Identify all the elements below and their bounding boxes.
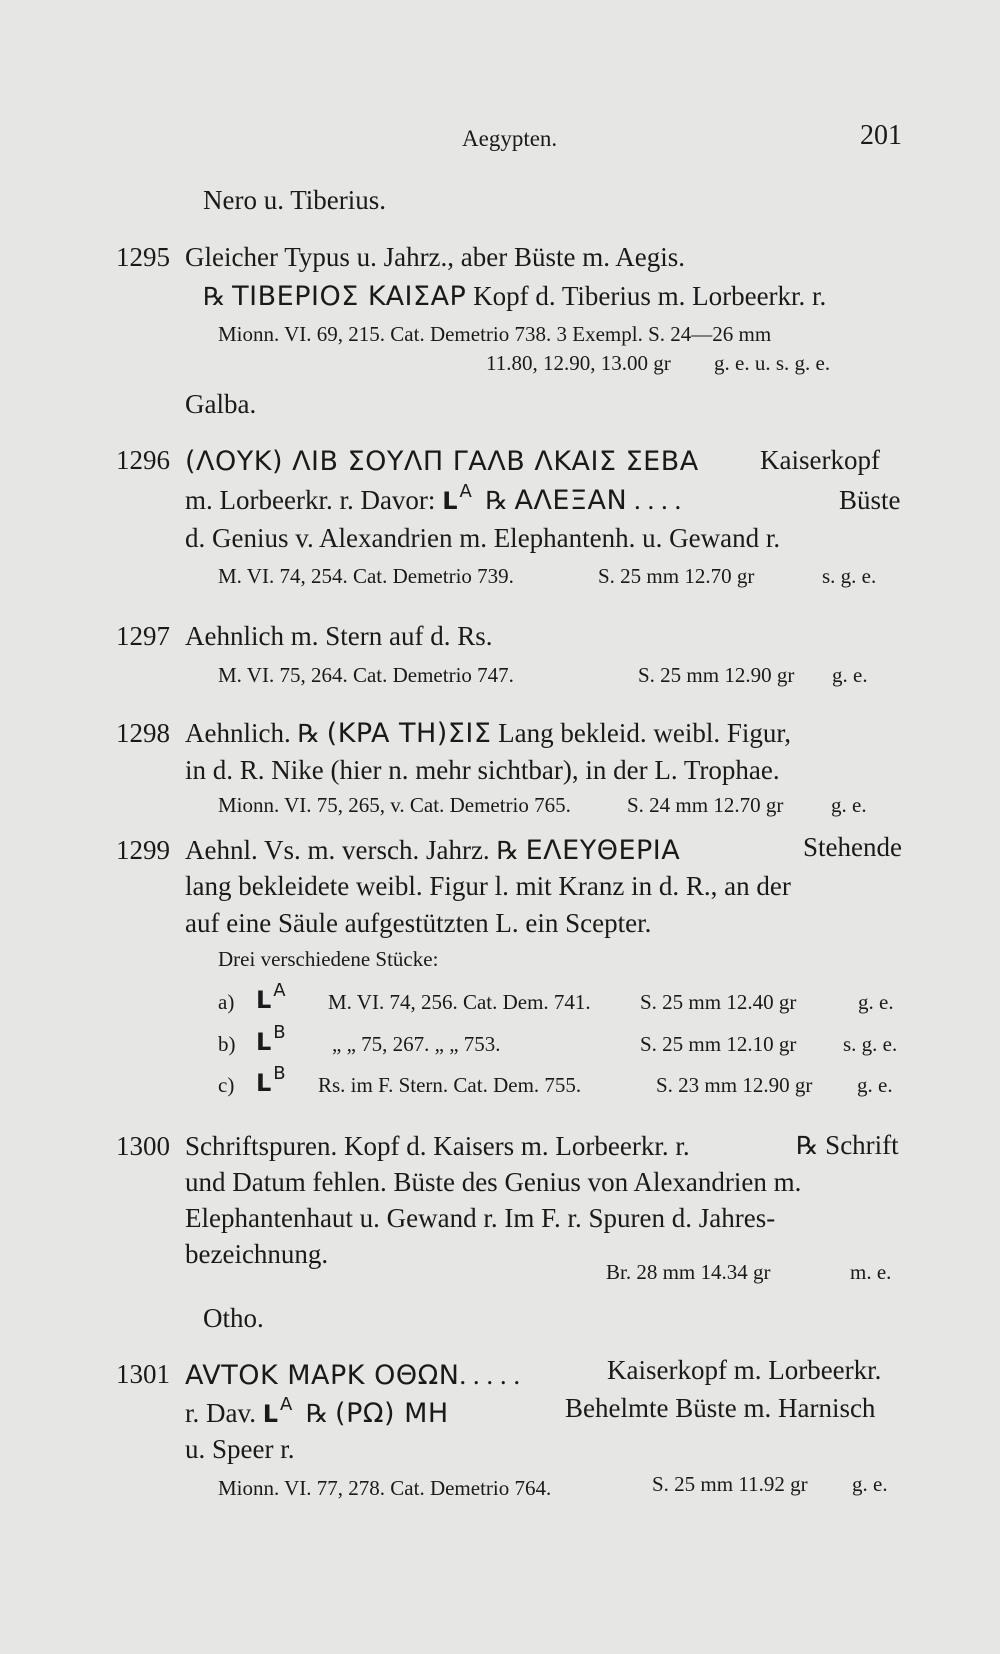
entry-description: u. Speer r. — [185, 1434, 295, 1464]
entry-size-weight: S. 25 mm 11.92 gr — [652, 1472, 808, 1496]
entry-reference: M. VI. 74, 256. Cat. Dem. 741. — [328, 990, 591, 1014]
year-mark-letter: A — [459, 481, 472, 502]
section-heading-galba: Galba. — [185, 389, 257, 419]
entry-weights: 11.80, 12.90, 13.00 gr — [486, 351, 671, 375]
entry-reverse-line — [185, 720, 791, 747]
entry-reverse-line — [796, 1132, 899, 1159]
entry-number: 1299 — [116, 835, 170, 865]
recipe-symbol: ℞ — [203, 282, 226, 311]
year-mark-wrap — [256, 980, 286, 1014]
entry-description: r. Dav. — [185, 1398, 256, 1428]
entry-description: Büste — [839, 485, 901, 515]
entry-note: Drei verschiedene Stücke: — [218, 947, 439, 971]
section-heading-otho: Otho. — [203, 1303, 264, 1333]
entry-number: 1296 — [116, 445, 170, 475]
entry-reference: M. VI. 75, 264. Cat. Demetrio 747. — [218, 663, 514, 687]
year-mark: L — [256, 1069, 272, 1097]
entry-description: bezeichnung. — [185, 1239, 329, 1269]
greek-legend: TIBEPIOΣ KAIΣAP — [232, 281, 467, 312]
entry-reference: „ „ 75, 267. „ „ 753. — [332, 1032, 501, 1056]
entry-obverse-line — [185, 1362, 520, 1389]
recipe-symbol: ℞ — [305, 1399, 329, 1428]
entry-description: Stehende — [803, 832, 902, 862]
entry-number: 1297 — [116, 621, 170, 651]
entry-description: Aehnlich m. Stern auf d. Rs. — [185, 621, 493, 651]
entry-number: 1295 — [116, 242, 170, 272]
page-number: 201 — [860, 120, 902, 151]
entry-description: Kopf d. Tiberius m. Lorbeerkr. r. — [473, 281, 827, 311]
entry-description: Kaiserkopf — [760, 445, 880, 475]
entry-reverse-line — [203, 283, 826, 310]
entry-reverse-line — [185, 837, 680, 864]
entry-size-weight: S. 25 mm 12.70 gr — [598, 564, 755, 588]
variant-label: a) — [218, 990, 235, 1014]
variant-label: c) — [218, 1073, 235, 1097]
year-mark-letter: A — [273, 980, 286, 1001]
entry-reference: Mionn. VI. 75, 265, v. Cat. Demetrio 765. — [218, 793, 571, 817]
entry-number: 1298 — [116, 718, 170, 748]
entry-description: lang bekleidete weibl. Figur l. mit Kranz in d. R., an der — [185, 871, 791, 901]
entry-size-weight: S. 24 mm 12.70 gr — [627, 793, 784, 817]
entry-description: Kaiserkopf m. Lorbeerkr. — [607, 1355, 882, 1385]
entry-reference: M. VI. 74, 254. Cat. Demetrio 739. — [218, 564, 514, 588]
entry-reference: Mionn. VI. 69, 215. Cat. Demetrio 738. 3 Exempl. S. 24—26 mm — [218, 322, 772, 346]
entry-number: 1301 — [116, 1359, 170, 1389]
entry-description: Gleicher Typus u. Jahrz., aber Büste m. Aegis. — [185, 242, 686, 272]
entry-reference: Mionn. VI. 77, 278. Cat. Demetrio 764. — [218, 1476, 552, 1500]
entry-description: Schrift — [825, 1130, 899, 1160]
variant-label: b) — [218, 1032, 236, 1056]
greek-legend: EΛEYΘEPIA — [525, 835, 681, 866]
entry-condition: g. e. — [858, 990, 894, 1014]
entry-condition: s. g. e. — [822, 564, 877, 588]
entry-size-weight: Br. 28 mm 14.34 gr — [606, 1260, 771, 1284]
entry-description: Aehnlich. — [185, 718, 291, 748]
greek-legend: (PΩ) MH — [335, 1398, 449, 1429]
entry-condition: g. e. u. s. g. e. — [714, 351, 831, 375]
entry-reverse-line — [185, 481, 682, 516]
entry-reverse-line — [185, 1394, 449, 1429]
entry-description: in d. R. Nike (hier n. mehr sichtbar), in der L. Trophae. — [185, 755, 780, 785]
entry-description: und Datum fehlen. Büste des Genius von Alexandrien m. — [185, 1167, 802, 1197]
recipe-symbol: ℞ — [297, 719, 320, 748]
ellipsis: . . . . — [633, 485, 682, 515]
recipe-symbol: ℞ — [796, 1131, 819, 1160]
year-mark: L — [442, 487, 458, 515]
ellipsis: . . . . . — [459, 1360, 521, 1390]
page-header — [0, 120, 1000, 160]
greek-legend: (ΛΟΥΚ) ΛΙΒ ΣΟΥΛΠ ΓΑΛΒ ΛΚΑΙΣ ΣΕΒΑ — [185, 446, 699, 477]
year-mark: L — [256, 986, 272, 1014]
entry-description: m. Lorbeerkr. r. Davor: — [185, 485, 436, 515]
entry-condition: s. g. e. — [843, 1032, 898, 1056]
entry-description: Lang bekleid. weibl. Figur, — [498, 718, 792, 748]
entry-description: d. Genius v. Alexandrien m. Elephantenh. u. Gewand r. — [185, 523, 781, 553]
entry-size-weight: S. 23 mm 12.90 gr — [656, 1073, 813, 1097]
entry-size-weight: S. 25 mm 12.10 gr — [640, 1032, 797, 1056]
entry-condition: g. e. — [831, 793, 867, 817]
running-title: Aegypten. — [462, 126, 558, 151]
entry-number: 1300 — [116, 1131, 170, 1161]
year-mark-letter: B — [273, 1022, 286, 1043]
entry-condition: g. e. — [857, 1073, 893, 1097]
greek-legend: AVTOK MAPK OΘΩN — [185, 1360, 460, 1391]
year-mark-letter: A — [280, 1394, 293, 1415]
entry-description: Behelmte Büste m. Harnisch — [565, 1393, 876, 1423]
year-mark-wrap — [256, 1063, 286, 1097]
entry-condition: m. e. — [850, 1260, 892, 1284]
section-heading-nero: Nero u. Tiberius. — [203, 185, 387, 215]
entry-description: auf eine Säule aufgestützten L. ein Scepter. — [185, 908, 652, 938]
entry-description: Elephantenhaut u. Gewand r. Im F. r. Spuren d. Jahres- — [185, 1203, 776, 1233]
year-mark: L — [262, 1400, 279, 1428]
entry-condition: g. e. — [852, 1472, 888, 1496]
entry-size-weight: S. 25 mm 12.40 gr — [640, 990, 797, 1014]
entry-reference: Rs. im F. Stern. Cat. Dem. 755. — [318, 1073, 582, 1097]
entry-description: Schriftspuren. Kopf d. Kaisers m. Lorbeerkr. r. — [185, 1131, 690, 1161]
recipe-symbol: ℞ — [485, 486, 508, 515]
greek-legend: ΑΛΕΞΑΝ — [514, 485, 628, 516]
entry-size-weight: S. 25 mm 12.90 gr — [638, 663, 795, 687]
year-mark-wrap — [256, 1022, 286, 1056]
entry-obverse-line — [185, 448, 699, 475]
entry-description: Aehnl. Vs. m. versch. Jahrz. — [185, 835, 490, 865]
entry-condition: g. e. — [832, 663, 868, 687]
year-mark: L — [256, 1028, 272, 1056]
year-mark-letter: B — [273, 1063, 286, 1084]
recipe-symbol: ℞ — [496, 836, 519, 865]
greek-legend: (KPA TH)ΣIΣ — [326, 718, 492, 749]
